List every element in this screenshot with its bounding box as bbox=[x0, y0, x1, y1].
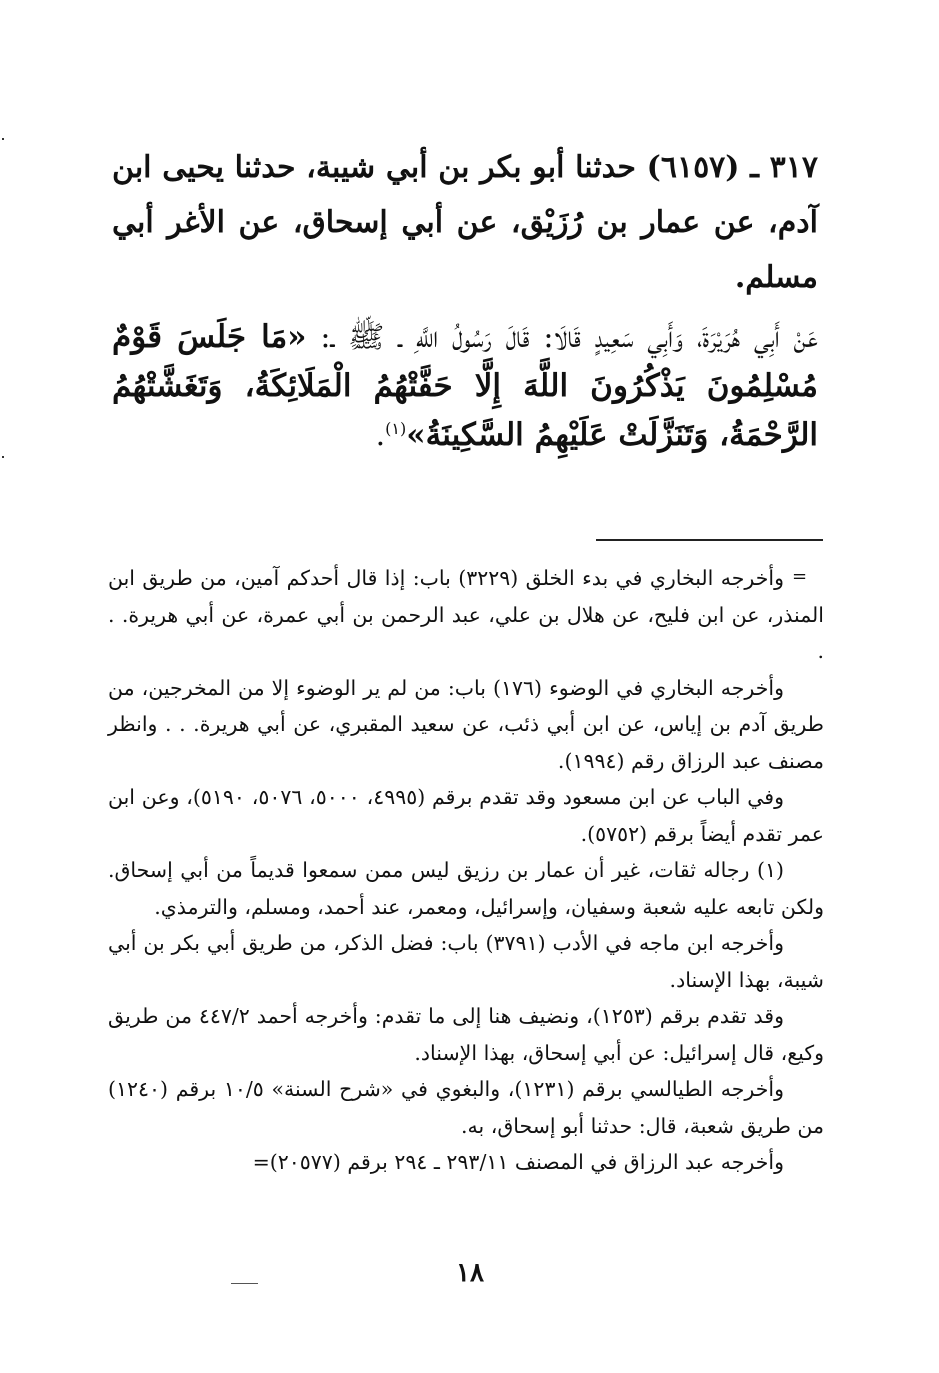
footnote-paragraph: وأخرجه الطيالسي برقم (١٢٣١)، والبغوي في «شرح السنة» ١٠/٥ برقم (١٢٤٠) من طريق شعبة، قال: حدثنا أبو إسحاق، به. bbox=[108, 1077, 824, 1138]
main-text bbox=[112, 140, 818, 460]
hadith-intro: عَنْ أَبِي هُرَيْرَةَ، وَأَبِي سَعِيدٍ قَالَا: قَالَ رَسُولُ اللَّهِ ـ ﷺ ـ: bbox=[320, 320, 818, 355]
footnotes bbox=[108, 560, 824, 1181]
footnote-paragraph: وفي الباب عن ابن مسعود وقد تقدم برقم (٤٩٩٥، ٥٠٠٠، ٥٠٧٦، ٥١٩٠)، وعن ابن عمر تقدم أيضاً برقم (٥٧٥٢). bbox=[108, 785, 824, 846]
hadith-end: . bbox=[375, 418, 386, 453]
edge-mark bbox=[2, 138, 4, 140]
hadith-quote: «مَا جَلَسَ قَوْمٌ مُسْلِمُونَ يَذْكُرُونَ اللَّهَ إِلَّا حَفَّتْهُمُ الْمَلَائِكَةُ، وَتَغَشَّتْهُمُ الرَّحْمَةُ، وَتَنَزَّلَتْ عَلَيْهِمُ السَّكِينَةُ» bbox=[112, 319, 818, 453]
footnote-paragraph: وأخرجه البخاري في بدء الخلق (٣٢٢٩) باب: إذا قال أحدكم آمين، من طريق ابن المنذر، عن ابن فليح، عن هلال بن علي، عبد الرحمن بن أبي عمرة، عن أبي هريرة. . . bbox=[108, 566, 824, 663]
footnote-paragraph: وأخرجه البخاري في الوضوء (١٧٦) باب: من لم ير الوضوء إلا من المخرجين، من طريق آدم بن إياس، عن ابن أبي ذئب، عن سعيد المقبري، عن أبي هريرة. . . وانظر مصنف عبد الرزاق رقم (١٩٩٤). bbox=[108, 675, 824, 773]
footnote-paragraph: (١) رجاله ثقات، غير أن عمار بن رزيق ليس ممن سمعوا قديماً من أبي إسحاق. ولكن تابعه عليه شعبة وسفيان، وإسرائيل، ومعمر، عند أحمد، ومسلم، والترمذي. bbox=[108, 858, 824, 919]
isnad-chain: ٣١٧ ـ (٦١٥٧) حدثنا أبو بكر بن أبي شيبة، حدثنا يحيى ابن آدم، عن عمار بن رُزَيْق، عن أبي إسحاق، عن الأغر أبي مسلم. bbox=[112, 150, 818, 295]
hadith-text bbox=[112, 313, 818, 460]
footnote-paragraph: وأخرجه ابن ماجه في الأدب (٣٧٩١) باب: فضل الذكر، من طريق أبي بكر بن أبي شيبة، بهذا الإسناد. bbox=[108, 931, 824, 992]
bottom-rule bbox=[231, 1283, 258, 1284]
footnote-paragraph: وأخرجه عبد الرزاق في المصنف ٢٩٣/١١ ـ ٢٩٤ برقم (٢٠٥٧٧)= bbox=[252, 1150, 784, 1174]
footnote-separator bbox=[596, 539, 823, 541]
footnote-ref: (١) bbox=[385, 419, 407, 438]
continuation-mark: = bbox=[792, 566, 808, 587]
edge-mark bbox=[2, 456, 4, 458]
page-number: ١٨ bbox=[456, 1258, 484, 1288]
footnote-paragraph: وقد تقدم برقم (١٢٥٣)، ونضيف هنا إلى ما تقدم: وأخرجه أحمد ٤٤٧/٢ من طريق وكيع، قال إسرائيل: عن أبي إسحاق، بهذا الإسناد. bbox=[108, 1004, 824, 1065]
